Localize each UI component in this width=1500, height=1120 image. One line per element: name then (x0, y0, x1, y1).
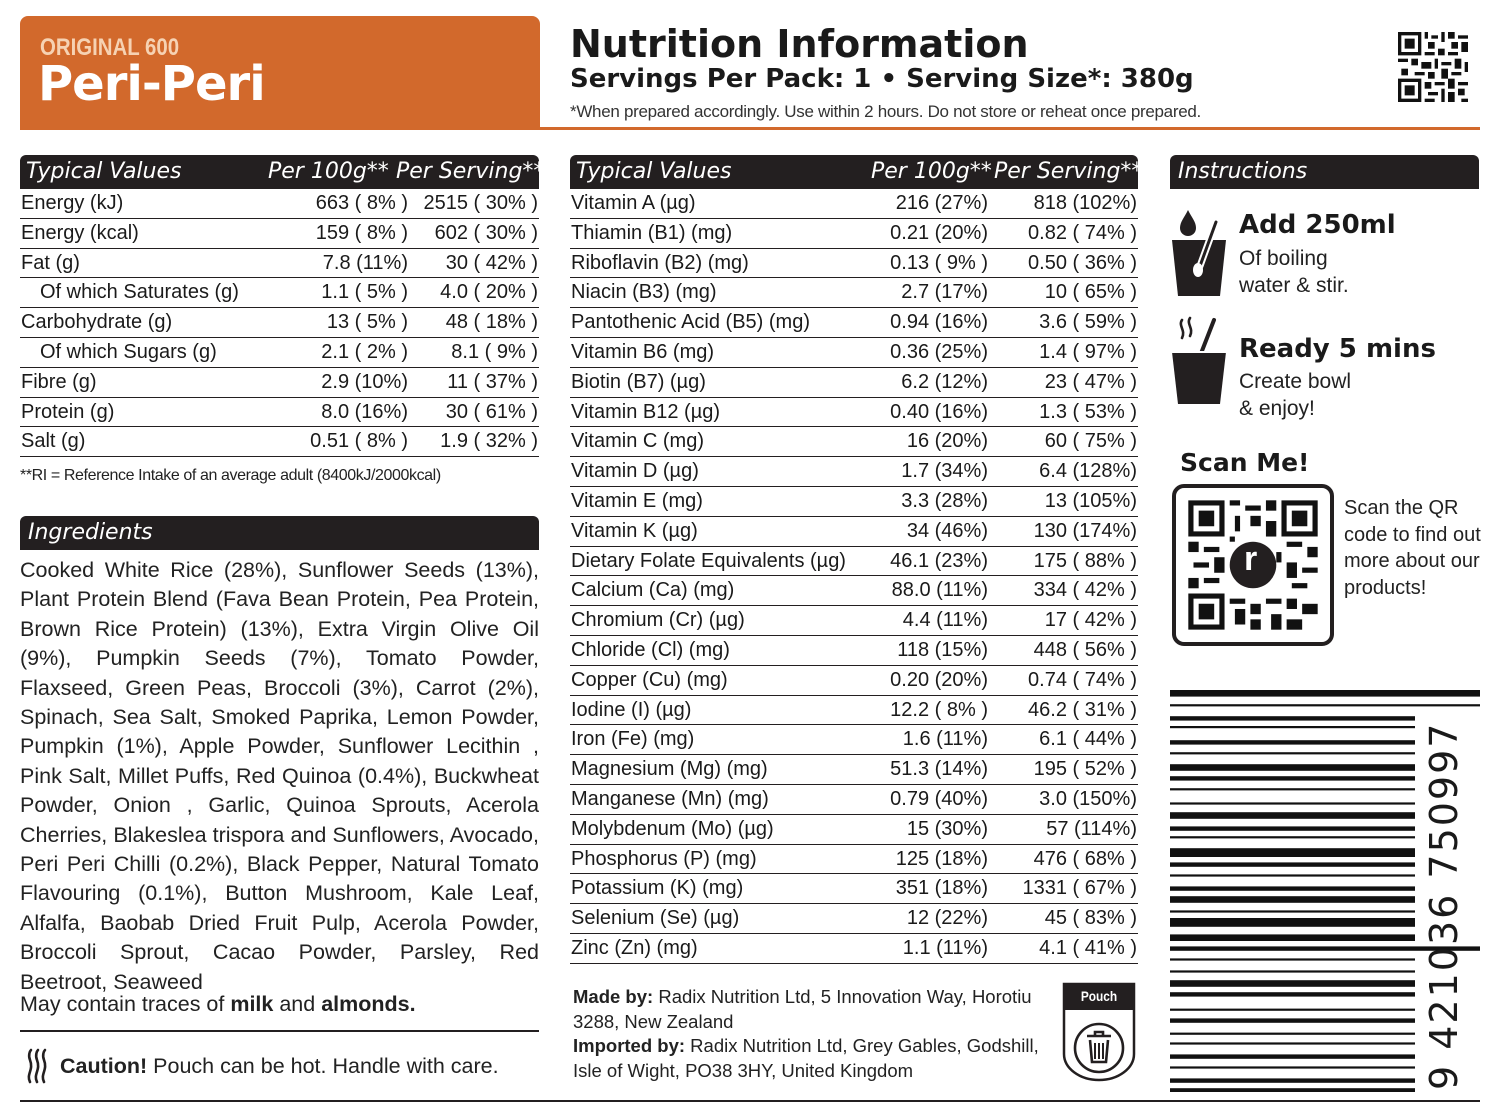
nutrient-name: Vitamin B6 (mg) (571, 340, 715, 363)
ready-bowl-icon (1170, 316, 1228, 406)
nutrient-per-serving: 60 ( 75% ) (1044, 430, 1137, 453)
barcode-bar (1170, 836, 1415, 838)
nutrient-name: Fat (g) (21, 251, 80, 274)
reference-intake-note: **RI = Reference Intake of an average adult (8400kJ/2000kcal) (20, 467, 441, 484)
nutrient-name: Energy (kcal) (21, 221, 139, 244)
instructions-header: Instructions (1170, 155, 1479, 189)
footer-divider (20, 1100, 1480, 1102)
step1-title: Add 250ml (1239, 210, 1396, 240)
nutrient-per-serving: 17 ( 42% ) (1044, 609, 1137, 632)
nutrient-per-serving: 2515 ( 30% ) (423, 192, 538, 214)
barcode-bar (1170, 958, 1415, 960)
nutrient-row (570, 189, 1138, 219)
nutrient-per-serving: 46.2 ( 31% ) (1028, 698, 1137, 721)
nutrient-name: Chloride (Cl) (mg) (571, 638, 730, 661)
nutrient-row (570, 874, 1138, 904)
step2-line2: & enjoy! (1239, 397, 1315, 420)
allergen-prefix: May contain traces of (20, 992, 231, 1016)
nutrient-per-100g: 216 (27%) (895, 192, 988, 214)
barcode-bar (1170, 788, 1415, 790)
nutrient-name: Potassium (K) (mg) (571, 877, 744, 900)
nutrient-per-serving: 476 ( 68% ) (1033, 847, 1137, 870)
nutrient-row (20, 189, 539, 219)
nutrient-per-serving: 334 ( 42% ) (1033, 579, 1137, 602)
nutrient-per-serving: 3.6 ( 59% ) (1039, 311, 1137, 334)
header-per-100g: Per 100g** (268, 159, 389, 184)
nutrient-per-serving: 3.0 (150%) (1039, 787, 1137, 810)
nutrient-name: Calcium (Ca) (mg) (571, 579, 735, 602)
nutrient-per-100g: 351 (18%) (895, 877, 988, 900)
nutrient-name: Zinc (Zn) (mg) (571, 936, 698, 959)
barcode-bar (1170, 918, 1415, 927)
nutrient-row (570, 606, 1138, 636)
nutrient-per-serving: 6.4 (128%) (1039, 460, 1137, 483)
step1-line2: water & stir. (1239, 274, 1349, 297)
nutrient-per-100g: 0.94 (16%) (890, 311, 988, 334)
nutrient-row (570, 338, 1138, 368)
nutrient-per-serving: 1.3 ( 53% ) (1039, 400, 1137, 423)
nutrient-row (570, 487, 1138, 517)
barcode-bar (1170, 1066, 1415, 1068)
nutrient-row (570, 696, 1138, 726)
nutrient-row (570, 725, 1138, 755)
allergen-milk: milk (230, 992, 274, 1016)
nutrient-row (570, 815, 1138, 845)
nutrient-row (570, 547, 1138, 577)
nutrient-row (570, 517, 1138, 547)
nutrient-row (20, 338, 539, 368)
nutrient-name: Protein (g) (21, 400, 115, 423)
nutrient-per-100g: 2.7 (17%) (901, 281, 988, 304)
barcode-bar (1170, 862, 1415, 866)
nutrient-per-serving: 23 ( 47% ) (1044, 370, 1137, 393)
nutrient-per-serving: 0.82 ( 74% ) (1028, 221, 1137, 244)
barcode-bar (1170, 934, 1415, 941)
nutrient-per-100g: 4.4 (11%) (902, 609, 988, 632)
nutrient-name: Iodine (I) (µg) (571, 698, 692, 721)
product-range: ORIGINAL 600 (40, 34, 180, 61)
caution-message: Pouch can be hot. Handle with care. (147, 1053, 499, 1078)
nutrient-row (570, 427, 1138, 457)
barcode-number: 9 421036 750997 (1422, 721, 1466, 1090)
nutrient-per-100g: 1.1 (11%) (902, 936, 988, 959)
preparation-note: *When prepared accordingly. Use within 2 hours. Do not store or reheat once prepared. (570, 102, 1201, 121)
scan-me-title: Scan Me! (1180, 448, 1310, 477)
nutrient-name: Energy (kJ) (21, 192, 124, 214)
nutrient-per-serving: 602 ( 30% ) (434, 221, 538, 244)
nutrient-name: Vitamin K (µg) (571, 519, 698, 542)
nutrient-name: Phosphorus (P) (mg) (571, 847, 757, 870)
nutrient-row (570, 278, 1138, 308)
macronutrient-table (20, 155, 545, 457)
nutrient-per-serving: 4.0 ( 20% ) (440, 281, 538, 304)
imported-by-label: Imported by: (573, 1035, 686, 1056)
nutrient-name: Copper (Cu) (mg) (571, 668, 728, 691)
nutrient-row (570, 308, 1138, 338)
nutrient-per-100g: 0.21 (20%) (890, 221, 988, 244)
barcode-bar (1170, 1054, 1415, 1058)
nutrient-per-serving: 30 ( 61% ) (445, 400, 538, 423)
barcode-bar (1170, 802, 1415, 804)
nutrient-per-100g: 0.13 ( 9% ) (890, 251, 988, 274)
made-by-label: Made by: (573, 986, 654, 1007)
nutrient-per-serving: 130 (174%) (1033, 519, 1137, 542)
header-per-serving: Per Serving** (396, 159, 545, 184)
nutrient-per-serving: 1331 ( 67% ) (1022, 877, 1137, 900)
ingredients-header: Ingredients (20, 516, 539, 550)
nutrient-name: Vitamin A (µg) (571, 192, 696, 214)
nutrient-per-100g: 6.2 (12%) (901, 370, 988, 393)
servings-info: Servings Per Pack: 1 • Serving Size*: 380g (570, 64, 1194, 94)
nutrient-per-serving: 48 ( 18% ) (445, 311, 538, 334)
nutrient-per-100g: 2.1 ( 2% ) (321, 340, 408, 363)
manufacturer-info (573, 985, 1043, 1083)
nutrient-name: Manganese (Mn) (mg) (571, 787, 769, 810)
nutrient-row (20, 368, 539, 398)
made-by-text: Radix Nutrition Ltd, 5 Innovation Way, Horotiu 3288, New Zealand (573, 986, 1032, 1032)
nutrient-row (570, 219, 1138, 249)
nutrient-per-100g: 0.51 ( 8% ) (310, 430, 408, 453)
nutrient-row (570, 368, 1138, 398)
barcode-bar (1170, 848, 1415, 857)
nutrient-per-serving: 13 (105%) (1044, 489, 1137, 512)
nutrient-per-serving: 1.4 ( 97% ) (1039, 340, 1137, 363)
qr-logo-letter: r (1244, 540, 1258, 578)
nutrient-per-serving: 0.50 ( 36% ) (1028, 251, 1137, 274)
nutrient-per-serving: 6.1 ( 44% ) (1039, 728, 1137, 751)
nutrient-row (570, 636, 1138, 666)
ingredients-list: Cooked White Rice (28%), Sunflower Seeds (13%), Plant Protein Blend (Fava Bean Protein, Pea Protein, Brown Rice Protein) (13%), Extra Virgin Olive Oil (9%), Pumpkin Seeds (7%), Tomato Powder, Flaxseed, Green Peas, Broccoli (3%), Carrot (2%), Spinach, Sea Salt, Smoked Paprika, Lemon Powder, Pumpkin (1%), Apple Powder, Sunflower Lecithin , Pink Salt, Millet Puffs, Red Quinoa (0.4%), Buckwheat Powder, Onion , Garlic, Quinoa Sprouts, Acerola Cherries, Blakeslea trispora and Sunflowers, Avocado, Peri Peri Chilli (0.2%), Black Pepper, Natural Tomato Flavouring (0.1%), Button Mushroom, Kale Leaf, Alfalfa, Baobab Dried Fruit Pulp, Acerola Powder, Broccoli Sprout, Cacao Powder, Parsley, Red Beetroot, Seaweed (20, 558, 539, 994)
nutrient-name: Thiamin (B1) (mg) (571, 221, 733, 244)
nutrient-row (20, 249, 539, 279)
nutrient-per-serving: 10 ( 65% ) (1044, 281, 1137, 304)
step2-line1: Create bowl (1239, 370, 1352, 393)
barcode-bar (1170, 896, 1415, 903)
nutrient-row (570, 934, 1138, 964)
nutrient-per-100g: 125 (18%) (895, 847, 988, 870)
barcode-bar (1170, 764, 1415, 771)
add-water-cup-icon (1170, 208, 1228, 298)
barcode-bar (1170, 1033, 1415, 1035)
nutrient-per-100g: 159 ( 8% ) (315, 221, 408, 244)
barcode-bar (1170, 1009, 1415, 1011)
qr-code-large-icon[interactable] (1172, 484, 1334, 646)
barcode-bar (1170, 716, 1415, 720)
header-typical-values: Typical Values (26, 159, 182, 184)
product-name: Peri-Peri (38, 56, 265, 112)
barcode-bar (1170, 690, 1480, 697)
nutrient-row (20, 427, 539, 457)
ingredients-divider (20, 1030, 539, 1032)
caution-label: Caution! (60, 1053, 148, 1078)
nutrition-title: Nutrition Information (570, 22, 1029, 66)
step2-title: Ready 5 mins (1239, 334, 1436, 364)
nutrient-per-serving: 8.1 ( 9% ) (451, 340, 538, 363)
barcode-bar (1170, 1088, 1415, 1092)
nutrient-name: Pantothenic Acid (B5) (mg) (571, 311, 810, 334)
nutrient-per-serving: 195 ( 52% ) (1033, 758, 1137, 781)
barcode-bar (1170, 752, 1415, 754)
nutrient-per-100g: 12 (22%) (906, 907, 988, 930)
nutrient-per-100g: 3.3 (28%) (901, 489, 988, 512)
nutrient-name: Carbohydrate (g) (21, 311, 173, 334)
nutrient-name: Molybdenum (Mo) (µg) (571, 817, 774, 840)
allergen-statement (20, 992, 539, 1017)
pouch-disposal-badge (1060, 980, 1138, 1084)
nutrient-name: Iron (Fe) (mg) (571, 728, 695, 751)
barcode-bar (1170, 980, 1415, 987)
nutrient-name: Vitamin D (µg) (571, 460, 699, 483)
barcode-bar (1170, 826, 1415, 830)
macronutrient-table-header (20, 155, 545, 189)
nutrient-name: Riboflavin (B2) (mg) (571, 251, 749, 274)
nutrient-row (570, 904, 1138, 934)
nutrient-per-100g: 0.40 (16%) (890, 400, 988, 423)
nutrient-name: Biotin (B7) (µg) (571, 370, 706, 393)
heat-waves-icon (26, 1048, 48, 1084)
barcode-bar (1170, 1042, 1415, 1044)
barcode-bar (1170, 1078, 1415, 1082)
qr-code-small-icon[interactable] (1398, 32, 1468, 102)
nutrient-per-100g: 13 ( 5% ) (326, 311, 408, 334)
header-typical-values: Typical Values (576, 159, 732, 184)
barcode-bar (1170, 726, 1415, 728)
nutrient-per-serving: 45 ( 83% ) (1044, 907, 1137, 930)
nutrient-name: Salt (g) (21, 430, 86, 453)
nutrient-name: Selenium (Se) (µg) (571, 907, 740, 930)
nutrient-row (570, 666, 1138, 696)
nutrient-name: Magnesium (Mg) (mg) (571, 758, 768, 781)
nutrient-per-100g: 16 (20%) (906, 430, 988, 453)
barcode-bar (1170, 970, 1415, 972)
nutrient-name: Vitamin B12 (µg) (571, 400, 720, 423)
nutrient-per-100g: 1.7 (34%) (901, 460, 988, 483)
nutrient-row (20, 219, 539, 249)
micronutrient-table-header (570, 155, 1143, 189)
caution-text (60, 1054, 499, 1079)
step1-line1: Of boiling (1239, 247, 1328, 270)
nutrient-name: Niacin (B3) (mg) (571, 281, 717, 304)
nutrient-per-serving: 4.1 ( 41% ) (1039, 936, 1137, 959)
nutrient-row (570, 249, 1138, 279)
header-divider (540, 127, 1480, 130)
nutrient-per-serving: 818 (102%) (1033, 192, 1137, 214)
nutrient-per-100g: 15 (30%) (906, 817, 988, 840)
barcode-bar (1170, 992, 1415, 996)
nutrient-row (20, 308, 539, 338)
nutrient-per-100g: 0.79 (40%) (890, 787, 988, 810)
barcode-bar (1170, 910, 1415, 912)
nutrient-name: Of which Sugars (g) (40, 340, 217, 363)
nutrient-name: Of which Saturates (g) (40, 281, 239, 304)
nutrient-per-serving: 0.74 ( 74% ) (1028, 668, 1137, 691)
nutrient-per-100g: 34 (46%) (906, 519, 988, 542)
allergen-and: and (273, 992, 322, 1016)
nutrient-row (20, 398, 539, 428)
pouch-label: Pouch (1080, 988, 1118, 1004)
caution-notice (26, 1048, 499, 1084)
micronutrient-table (570, 155, 1143, 964)
nutrient-per-serving: 175 ( 88% ) (1033, 549, 1137, 572)
nutrient-name: Vitamin C (mg) (571, 430, 704, 453)
nutrient-per-serving: 448 ( 56% ) (1033, 638, 1137, 661)
header-per-serving: Per Serving** (994, 159, 1143, 184)
nutrient-per-100g: 12.2 ( 8% ) (890, 698, 988, 721)
nutrient-per-100g: 118 (15%) (897, 638, 988, 661)
barcode-bar (1170, 886, 1415, 890)
nutrient-per-100g: 663 ( 8% ) (315, 192, 408, 214)
scan-description: Scan the QR code to find out more about our products! (1344, 497, 1481, 599)
nutrient-row (570, 755, 1138, 785)
nutrient-name: Fibre (g) (21, 370, 97, 393)
nutrient-per-100g: 8.0 (16%) (321, 400, 408, 423)
nutrient-name: Dietary Folate Equivalents (µg) (571, 549, 846, 572)
barcode-bar (1170, 704, 1480, 706)
barcode-bar (1170, 1018, 1415, 1022)
nutrient-per-serving: 30 ( 42% ) (445, 251, 538, 274)
nutrient-row (570, 845, 1138, 875)
nutrient-per-serving: 1.9 ( 32% ) (440, 430, 538, 453)
nutrient-row (570, 576, 1138, 606)
barcode-bar (1170, 812, 1415, 819)
nutrient-per-100g: 2.9 (10%) (321, 370, 408, 393)
header-per-100g: Per 100g** (871, 159, 992, 184)
nutrient-per-serving: 11 ( 37% ) (447, 370, 538, 393)
nutrient-per-100g: 46.1 (23%) (890, 549, 988, 572)
nutrient-per-100g: 1.6 (11%) (902, 728, 988, 751)
barcode-bar (1170, 874, 1415, 876)
nutrient-per-100g: 51.3 (14%) (890, 758, 988, 781)
nutrient-row (570, 398, 1138, 428)
nutrient-per-100g: 0.36 (25%) (890, 340, 988, 363)
nutrient-per-serving: 57 (114%) (1046, 817, 1137, 840)
nutrient-row (20, 278, 539, 308)
allergen-almonds: almonds. (321, 992, 416, 1016)
barcode-bar (1170, 740, 1415, 744)
nutrient-row (570, 785, 1138, 815)
nutrient-per-100g: 7.8 (11%) (322, 251, 408, 274)
nutrient-name: Vitamin E (mg) (571, 489, 703, 512)
imported-by-text: Radix Nutrition Ltd, Grey Gables, Godshill, Isle of Wight, PO38 3HY, United Kingdom (573, 1035, 1039, 1081)
barcode-bar (1170, 776, 1415, 780)
nutrient-per-100g: 88.0 (11%) (891, 579, 988, 602)
nutrient-per-100g: 0.20 (20%) (890, 668, 988, 691)
nutrient-per-100g: 1.1 ( 5% ) (321, 281, 408, 304)
nutrient-row (570, 457, 1138, 487)
nutrient-name: Chromium (Cr) (µg) (571, 609, 745, 632)
